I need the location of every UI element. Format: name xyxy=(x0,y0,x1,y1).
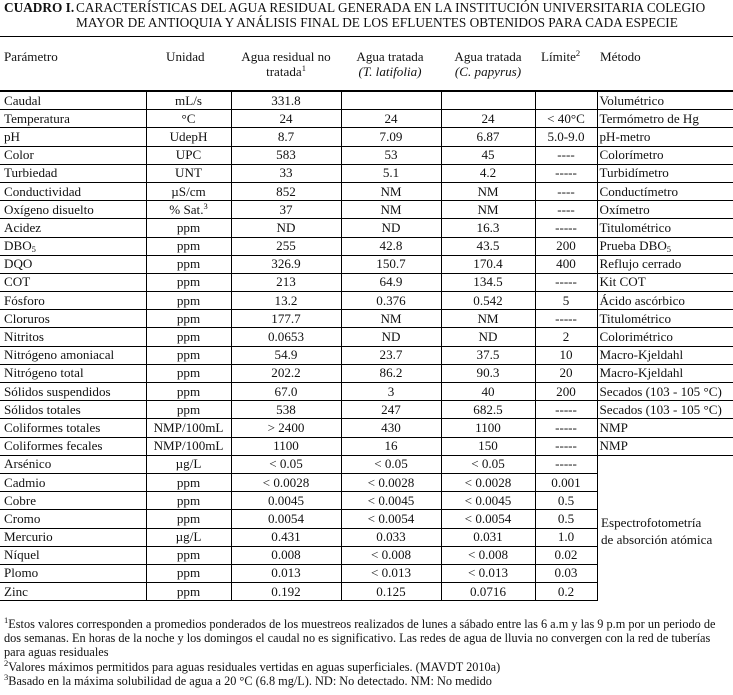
cell-metodo xyxy=(597,546,733,564)
cell-tratada-latifolia: 247 xyxy=(341,401,441,419)
cell-parametro: Nitrógeno amoniacal xyxy=(0,346,146,364)
cell-tratada-papyrus: 150 xyxy=(441,437,535,455)
cell-metodo: Colorimétrico xyxy=(597,328,733,346)
cell-tratada-papyrus: 1100 xyxy=(441,419,535,437)
cell-agua-residual: 24 xyxy=(231,110,341,128)
cell-metodo: Colorímetro xyxy=(597,146,733,164)
cell-agua-residual: 33 xyxy=(231,164,341,182)
dbo-method-subscript: 5 xyxy=(666,244,672,255)
cell-agua-residual: 0.0045 xyxy=(231,492,341,510)
cell-tratada-papyrus: 16.3 xyxy=(441,219,535,237)
cell-tratada-latifolia: 150.7 xyxy=(341,255,441,273)
cell-limite: 2 xyxy=(535,328,597,346)
cell-limite: 20 xyxy=(535,364,597,382)
merged-method-line2: de absorción atómica xyxy=(601,532,713,547)
table-row xyxy=(0,292,733,310)
cell-limite: 0.001 xyxy=(535,473,597,491)
cell-tratada-papyrus: 90.3 xyxy=(441,364,535,382)
cell-tratada-latifolia xyxy=(341,92,441,110)
table-row xyxy=(0,92,733,110)
cell-unidad: ppm xyxy=(146,292,231,310)
cell-tratada-latifolia: 42.8 xyxy=(341,237,441,255)
cell-unidad: µS/cm xyxy=(146,182,231,200)
cell-tratada-papyrus: 43.5 xyxy=(441,237,535,255)
cell-parametro: Cromo xyxy=(0,510,146,528)
cell-tratada-latifolia: 0.033 xyxy=(341,528,441,546)
cell-tratada-latifolia: 23.7 xyxy=(341,346,441,364)
cell-agua-residual: < 0.0028 xyxy=(231,473,341,491)
cell-parametro: Sólidos totales xyxy=(0,401,146,419)
cell-tratada-papyrus xyxy=(441,92,535,110)
header-unidad: Unidad xyxy=(166,49,205,64)
footnote-3-text: Basado en la máxima solubilidad de agua a 20 °C (6.8 mg/L). ND: No detectado. NM: No medido xyxy=(8,673,492,688)
merged-method-line1: Espectrofotometría xyxy=(601,515,702,530)
cell-unidad: ppm xyxy=(146,401,231,419)
cell-agua-residual: 538 xyxy=(231,401,341,419)
header-agua-residual-sup: 1 xyxy=(301,63,306,73)
cell-metodo: Reflujo cerrado xyxy=(597,255,733,273)
footnote-3-marker: 3 xyxy=(4,671,9,682)
cell-parametro: Zinc xyxy=(0,583,146,601)
cell-unidad: ppm xyxy=(146,546,231,564)
table-row xyxy=(0,437,733,455)
cell-limite: ---- xyxy=(535,201,597,219)
cell-parametro: Nitritos xyxy=(0,328,146,346)
cell-agua-residual: 177.7 xyxy=(231,310,341,328)
cell-unidad: ppm xyxy=(146,564,231,582)
cell-parametro: Sólidos suspendidos xyxy=(0,383,146,401)
cell-tratada-papyrus: 37.5 xyxy=(441,346,535,364)
cell-tratada-papyrus: 6.87 xyxy=(441,128,535,146)
table-row xyxy=(0,383,733,401)
cell-tratada-papyrus: 0.031 xyxy=(441,528,535,546)
cell-limite: 0.5 xyxy=(535,492,597,510)
cell-unidad: UdepH xyxy=(146,128,231,146)
cell-limite: 0.2 xyxy=(535,583,597,601)
cell-agua-residual: 583 xyxy=(231,146,341,164)
cell-metodo xyxy=(597,492,733,510)
cell-limite: ----- xyxy=(535,164,597,182)
cell-tratada-papyrus: < 0.0045 xyxy=(441,492,535,510)
cell-limite: 400 xyxy=(535,255,597,273)
cell-tratada-papyrus: 24 xyxy=(441,110,535,128)
cell-metodo xyxy=(597,455,733,473)
cell-agua-residual: 852 xyxy=(231,182,341,200)
cell-tratada-papyrus: 0.0716 xyxy=(441,583,535,601)
cell-limite: 5.0-9.0 xyxy=(535,128,597,146)
cell-tratada-latifolia: NM xyxy=(341,201,441,219)
cell-unidad: °C xyxy=(146,110,231,128)
cell-unidad: ppm xyxy=(146,346,231,364)
table-number: CUADRO I. xyxy=(4,0,75,15)
cell-parametro: Caudal xyxy=(0,92,146,110)
cell-tratada-papyrus: 170.4 xyxy=(441,255,535,273)
cell-limite: < 40°C xyxy=(535,110,597,128)
cell-tratada-papyrus: < 0.013 xyxy=(441,564,535,582)
footnote-1 xyxy=(4,617,730,660)
title-line-1: CARACTERÍSTICAS DEL AGUA RESIDUAL GENERADA EN LA INSTITUCIÓN UNIVERSITARIA COLEGIO xyxy=(76,0,706,15)
table-row xyxy=(0,328,733,346)
cell-tratada-papyrus: < 0.008 xyxy=(441,546,535,564)
cell-limite: 0.5 xyxy=(535,510,597,528)
cell-parametro: Coliformes totales xyxy=(0,419,146,437)
cell-metodo: Kit COT xyxy=(597,273,733,291)
top-rule xyxy=(0,36,733,37)
cell-tratada-latifolia: < 0.008 xyxy=(341,546,441,564)
cell-parametro: Níquel xyxy=(0,546,146,564)
footnote-2-marker: 2 xyxy=(4,657,9,668)
merged-method-label xyxy=(601,514,712,548)
cell-agua-residual: 1100 xyxy=(231,437,341,455)
cell-tratada-latifolia: 7.09 xyxy=(341,128,441,146)
cell-limite: ----- xyxy=(535,310,597,328)
title-line-2: MAYOR DE ANTIOQUIA Y ANÁLISIS FINAL DE LOS EFLUENTES OBTENIDOS PARA CADA ESPECIE xyxy=(76,14,678,30)
cell-metodo: NMP xyxy=(597,419,733,437)
cell-limite: 200 xyxy=(535,383,597,401)
cell-tratada-papyrus: 4.2 xyxy=(441,164,535,182)
dbo-subscript: 5 xyxy=(31,244,36,255)
table-row xyxy=(0,273,733,291)
cell-unidad: NMP/100mL xyxy=(146,419,231,437)
cell-unidad: UPC xyxy=(146,146,231,164)
cell-unidad: ppm xyxy=(146,328,231,346)
cell-tratada-papyrus: 682.5 xyxy=(441,401,535,419)
cell-tratada-papyrus: NM xyxy=(441,182,535,200)
cell-agua-residual: 0.013 xyxy=(231,564,341,582)
cell-limite xyxy=(535,92,597,110)
table-row xyxy=(0,146,733,164)
cell-agua-residual: 13.2 xyxy=(231,292,341,310)
cell-agua-residual: < 0.05 xyxy=(231,455,341,473)
cell-agua-residual: 0.192 xyxy=(231,583,341,601)
cell-agua-residual: > 2400 xyxy=(231,419,341,437)
cell-unidad: ppm xyxy=(146,492,231,510)
cell-parametro: Cobre xyxy=(0,492,146,510)
cell-tratada-papyrus: 40 xyxy=(441,383,535,401)
header-limite-sup: 2 xyxy=(575,48,581,58)
cell-unidad: ppm xyxy=(146,583,231,601)
cell-metodo: Macro-Kjeldahl xyxy=(597,364,733,382)
table-row xyxy=(0,583,733,601)
cell-unidad: µg/L xyxy=(146,528,231,546)
cell-unidad: ppm xyxy=(146,473,231,491)
cell-metodo: Termómetro de Hg xyxy=(597,110,733,128)
footnote-1-text: Estos valores corresponden a promedios ponderados de los muestreos realizados de lunes a sábado entre las 6 a.m y las 9 p.m por un periodo de dos semanas. En horas de la noche y los domingos el caudal no es significativo. Las redes de agua de lluvia no convergen con la red de tuberías para aguas residuales xyxy=(4,617,716,660)
cell-tratada-latifolia: 53 xyxy=(341,146,441,164)
table-title xyxy=(4,1,729,30)
table-row xyxy=(0,473,733,491)
cell-parametro: Arsénico xyxy=(0,455,146,473)
cell-tratada-latifolia: 5.1 xyxy=(341,164,441,182)
cell-agua-residual: 213 xyxy=(231,273,341,291)
cell-agua-residual: ND xyxy=(231,219,341,237)
cell-unidad: ppm xyxy=(146,219,231,237)
cell-agua-residual: 255 xyxy=(231,237,341,255)
cell-metodo: NMP xyxy=(597,437,733,455)
cell-agua-residual: 0.0653 xyxy=(231,328,341,346)
table-row xyxy=(0,219,733,237)
cell-tratada-latifolia: ND xyxy=(341,328,441,346)
table-row xyxy=(0,201,733,219)
cell-metodo: Prueba $DBO_5$ xyxy=(597,237,733,255)
cell-limite: 10 xyxy=(535,346,597,364)
cell-agua-residual: 0.431 xyxy=(231,528,341,546)
cell-metodo xyxy=(597,473,733,491)
header-metodo: Método xyxy=(600,49,641,64)
cell-unidad: ppm xyxy=(146,364,231,382)
cell-parametro: Cloruros xyxy=(0,310,146,328)
cell-tratada-latifolia: < 0.0045 xyxy=(341,492,441,510)
cell-parametro: Fósforo xyxy=(0,292,146,310)
cell-agua-residual: 331.8 xyxy=(231,92,341,110)
cell-unidad: ppm xyxy=(146,383,231,401)
footnote-3 xyxy=(4,671,730,688)
cell-tratada-papyrus: 0.542 xyxy=(441,292,535,310)
cell-parametro: Conductividad xyxy=(0,182,146,200)
cell-parametro: Cadmio xyxy=(0,473,146,491)
cell-metodo xyxy=(597,583,733,601)
cell-unidad: µg/L xyxy=(146,455,231,473)
cell-tratada-latifolia: < 0.0054 xyxy=(341,510,441,528)
cell-metodo: Turbidímetro xyxy=(597,164,733,182)
cell-metodo: Secados (103 - 105 °C) xyxy=(597,383,733,401)
footnotes xyxy=(4,617,730,688)
cell-limite: ----- xyxy=(535,437,597,455)
header-tratada-papyrus xyxy=(441,49,535,79)
cell-tratada-latifolia: 86.2 xyxy=(341,364,441,382)
oxigeno-unit-superscript: 3 xyxy=(203,200,208,211)
cell-tratada-latifolia: 24 xyxy=(341,110,441,128)
cell-limite: 0.02 xyxy=(535,546,597,564)
table-row xyxy=(0,310,733,328)
cell-agua-residual: 0.008 xyxy=(231,546,341,564)
cell-tratada-latifolia: < 0.013 xyxy=(341,564,441,582)
footnote-1-marker: 1 xyxy=(4,615,9,625)
cell-parametro: Mercurio xyxy=(0,528,146,546)
table-row xyxy=(0,492,733,510)
cell-parametro: Nitrógeno total xyxy=(0,364,146,382)
header-limite-label: Límite xyxy=(541,49,576,64)
cell-tratada-papyrus: ND xyxy=(441,328,535,346)
table-row xyxy=(0,364,733,382)
header-tratada-papyrus-line2: (C. papyrus) xyxy=(454,64,522,79)
header-agua-residual-line2: tratada xyxy=(266,64,302,79)
cell-tratada-papyrus: < 0.05 xyxy=(441,455,535,473)
cell-metodo: Volumétrico xyxy=(597,92,733,110)
cell-tratada-latifolia: NM xyxy=(341,310,441,328)
cell-tratada-papyrus: < 0.0028 xyxy=(441,473,535,491)
header-tratada-papyrus-line1: Agua tratada xyxy=(454,49,522,64)
cell-parametro: Temperatura xyxy=(0,110,146,128)
cell-limite: ----- xyxy=(535,401,597,419)
cell-limite: ---- xyxy=(535,146,597,164)
cell-unidad: ppm xyxy=(146,273,231,291)
cell-tratada-papyrus: < 0.0054 xyxy=(441,510,535,528)
cell-unidad: NMP/100mL xyxy=(146,437,231,455)
header-tratada-latifolia-line2: (T. latifolia) xyxy=(358,64,422,79)
header-agua-residual-line1: Agua residual no xyxy=(241,49,331,64)
cell-tratada-latifolia: NM xyxy=(341,182,441,200)
table-row xyxy=(0,346,733,364)
cell-tratada-latifolia: 64.9 xyxy=(341,273,441,291)
footnote-2-text: Valores máximos permitidos para aguas residuales vertidas en aguas superficiales. (MAVDT 2010a) xyxy=(8,659,501,674)
cell-tratada-papyrus: 134.5 xyxy=(441,273,535,291)
table-row xyxy=(0,564,733,582)
header-limite xyxy=(541,49,580,64)
cell-tratada-latifolia: 430 xyxy=(341,419,441,437)
cell-parametro: Turbiedad xyxy=(0,164,146,182)
cell-metodo: Conductímetro xyxy=(597,182,733,200)
cell-unidad: ppm xyxy=(146,510,231,528)
footnote-2 xyxy=(4,657,730,674)
cell-agua-residual: 37 xyxy=(231,201,341,219)
cell-tratada-latifolia: 3 xyxy=(341,383,441,401)
cell-parametro: Acidez xyxy=(0,219,146,237)
cell-unidad: UNT xyxy=(146,164,231,182)
table-row xyxy=(0,401,733,419)
cell-tratada-papyrus: 45 xyxy=(441,146,535,164)
cell-parametro: DQO xyxy=(0,255,146,273)
cell-tratada-papyrus: NM xyxy=(441,310,535,328)
table-row xyxy=(0,182,733,200)
table-row xyxy=(0,419,733,437)
cell-limite: 5 xyxy=(535,292,597,310)
header-agua-residual xyxy=(232,49,340,79)
cell-tratada-papyrus: NM xyxy=(441,201,535,219)
cell-limite: ----- xyxy=(535,419,597,437)
cell-limite: ---- xyxy=(535,182,597,200)
header-tratada-latifolia-line1: Agua tratada xyxy=(356,49,424,64)
cell-parametro: pH xyxy=(0,128,146,146)
cell-agua-residual: 0.0054 xyxy=(231,510,341,528)
cell-metodo: Secados (103 - 105 °C) xyxy=(597,401,733,419)
cell-limite: ----- xyxy=(535,273,597,291)
table-row xyxy=(0,110,733,128)
table-row xyxy=(0,255,733,273)
table-row xyxy=(0,237,733,255)
table-row xyxy=(0,164,733,182)
cell-limite: ----- xyxy=(535,219,597,237)
cell-parametro: Color xyxy=(0,146,146,164)
cell-parametro: Coliformes fecales xyxy=(0,437,146,455)
cell-unidad: ppm xyxy=(146,255,231,273)
cell-agua-residual: 67.0 xyxy=(231,383,341,401)
cell-parametro: Plomo xyxy=(0,564,146,582)
header-parametro: Parámetro xyxy=(4,49,58,64)
cell-tratada-latifolia: 0.376 xyxy=(341,292,441,310)
cell-parametro: COT xyxy=(0,273,146,291)
cell-limite: ----- xyxy=(535,455,597,473)
cell-metodo: Ácido ascórbico xyxy=(597,292,733,310)
cell-tratada-latifolia: 16 xyxy=(341,437,441,455)
cell-agua-residual: 54.9 xyxy=(231,346,341,364)
cell-tratada-latifolia: 0.125 xyxy=(341,583,441,601)
cell-tratada-latifolia: < 0.0028 xyxy=(341,473,441,491)
cell-metodo: Titulométrico xyxy=(597,219,733,237)
table-row xyxy=(0,455,733,473)
cell-agua-residual: 8.7 xyxy=(231,128,341,146)
header-tratada-latifolia xyxy=(341,49,439,79)
cell-limite: 0.03 xyxy=(535,564,597,582)
cell-metodo: Macro-Kjeldahl xyxy=(597,346,733,364)
table-row xyxy=(0,546,733,564)
cell-parametro: Oxígeno disuelto xyxy=(0,201,146,219)
cell-agua-residual: 202.2 xyxy=(231,364,341,382)
cell-metodo xyxy=(597,564,733,582)
cell-limite: 1.0 xyxy=(535,528,597,546)
cell-unidad: ppm xyxy=(146,237,231,255)
cell-unidad: ppm xyxy=(146,310,231,328)
cell-unidad: mL/s xyxy=(146,92,231,110)
cell-agua-residual: 326.9 xyxy=(231,255,341,273)
cell-limite: 200 xyxy=(535,237,597,255)
cell-unidad: % Sat.$^3$ xyxy=(146,201,231,219)
cell-tratada-latifolia: < 0.05 xyxy=(341,455,441,473)
cell-parametro: $DBO_5$ xyxy=(0,237,146,255)
table-row xyxy=(0,128,733,146)
cell-metodo: Oxímetro xyxy=(597,201,733,219)
cell-tratada-latifolia: ND xyxy=(341,219,441,237)
cell-metodo: Titulométrico xyxy=(597,310,733,328)
cell-metodo: pH-metro xyxy=(597,128,733,146)
